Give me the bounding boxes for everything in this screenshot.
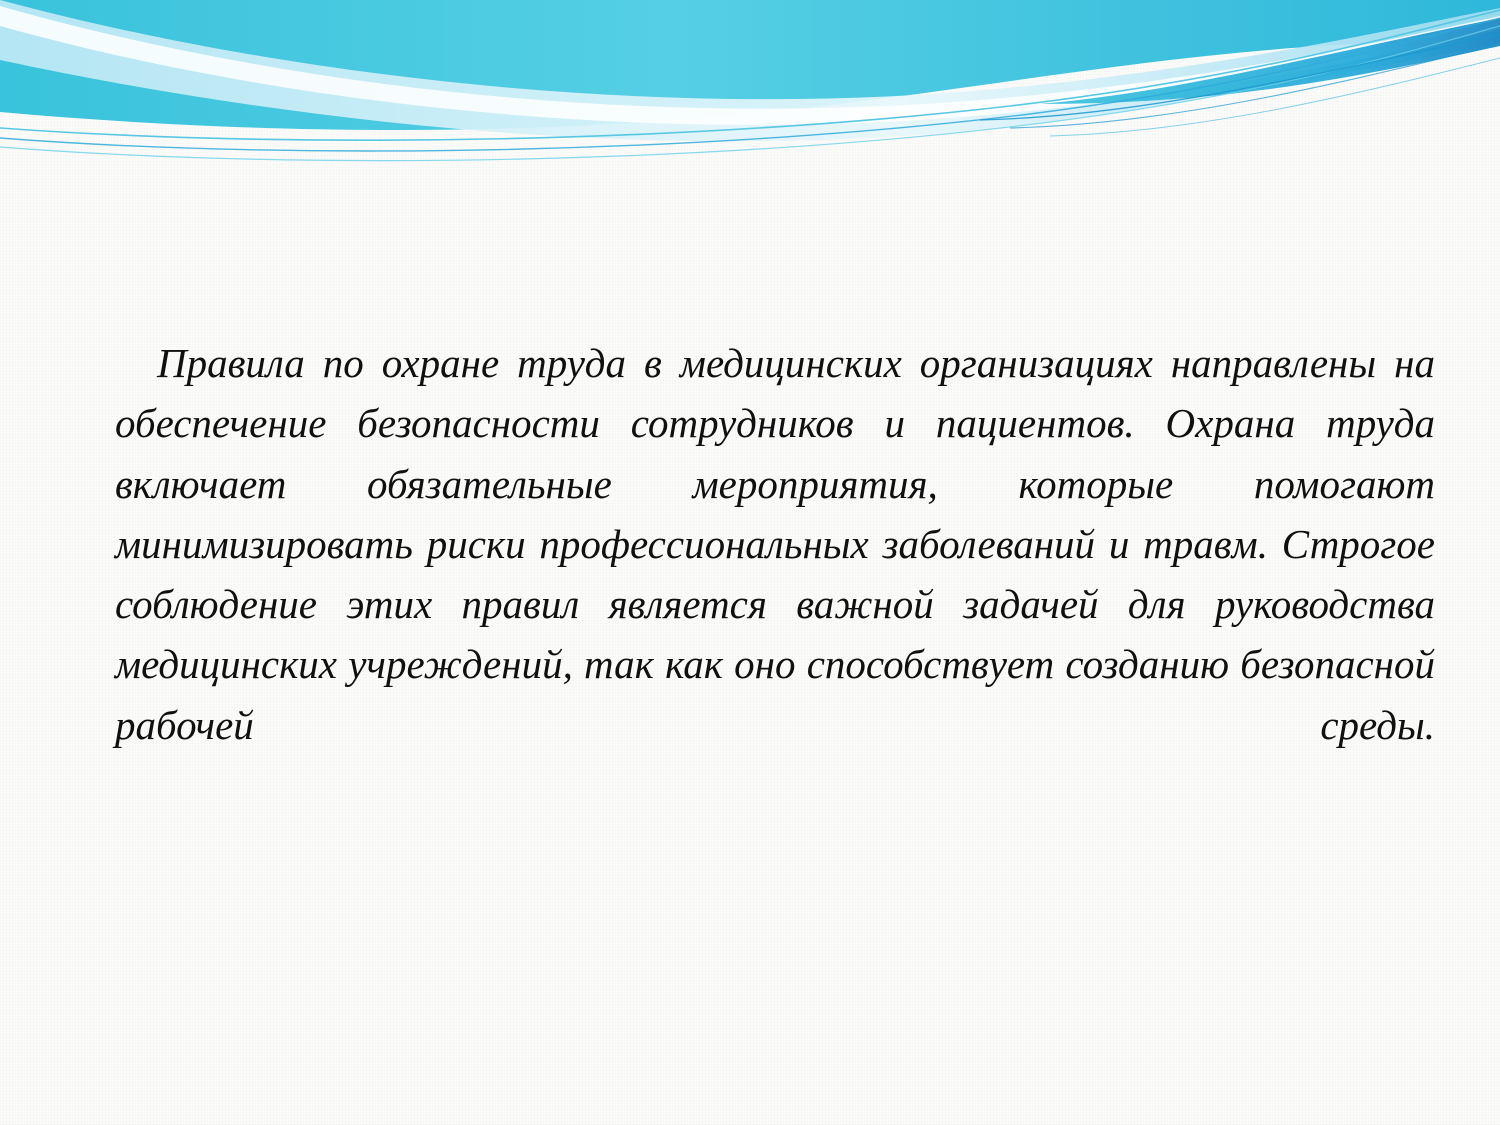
slide-body-paragraph: Правила по охране труда в медицинских организациях направлены на обеспечение безопасности сотрудников и пациентов. Охрана труда включает обязательные мероприятия, которые помогают минимизировать риски профессиональных заболеваний и травм. Строгое соблюдение этих правил является важной задачей для руководства медицинских учреждений, так как оно способствует созданию безопасной рабочей среды. bbox=[115, 340, 1435, 748]
decorative-wave-banner bbox=[0, 0, 1500, 190]
